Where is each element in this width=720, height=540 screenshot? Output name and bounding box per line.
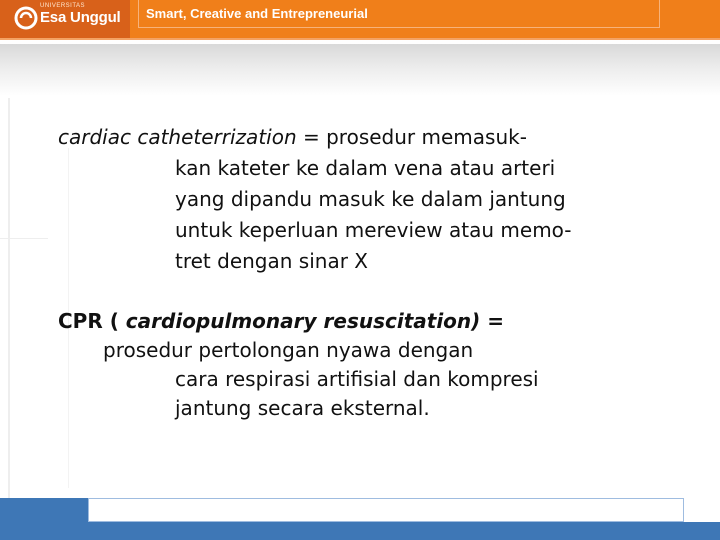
logo-text: Esa Unggul <box>40 9 121 26</box>
definition-line: jantung secara eksternal. <box>175 396 430 420</box>
decorative-left-line <box>8 98 10 498</box>
definition-line: prosedur pertolongan nyawa dengan <box>103 338 474 362</box>
footer-corner <box>684 498 720 522</box>
logo <box>0 0 130 38</box>
slide-content <box>58 122 698 423</box>
term: cardiopulmonary resuscitation) <box>118 309 481 333</box>
definition-first-line <box>58 307 698 336</box>
definition-catheterization <box>58 122 698 277</box>
separator: = <box>296 125 327 149</box>
definition-line: tret dengan sinar X <box>175 249 368 273</box>
university-emblem-icon <box>14 6 38 30</box>
decorative-left-tick <box>0 238 48 239</box>
definition-line: kan kateter ke dalam vena atau arteri <box>175 156 556 180</box>
decorative-banner <box>0 44 720 96</box>
definition-cpr <box>58 307 698 423</box>
definition-line: prosedur memasuk- <box>326 125 527 149</box>
logo-subtitle: UNIVERSITAS <box>40 3 86 9</box>
term: cardiac catheterrization <box>58 125 297 149</box>
footer-inset <box>88 498 684 522</box>
tagline: Smart, Creative and Entrepreneurial <box>146 6 368 21</box>
definition-first-line <box>58 122 698 153</box>
header-divider <box>0 38 720 40</box>
definition-line: untuk keperluan mereview atau memo- <box>175 218 572 242</box>
definition-line: yang dipandu masuk ke dalam jantung <box>175 187 566 211</box>
abbreviation: CPR ( <box>58 309 119 333</box>
definition-line: cara respirasi artifisial dan kompresi <box>175 367 539 391</box>
separator: = <box>480 309 505 333</box>
header-bar <box>0 0 720 40</box>
